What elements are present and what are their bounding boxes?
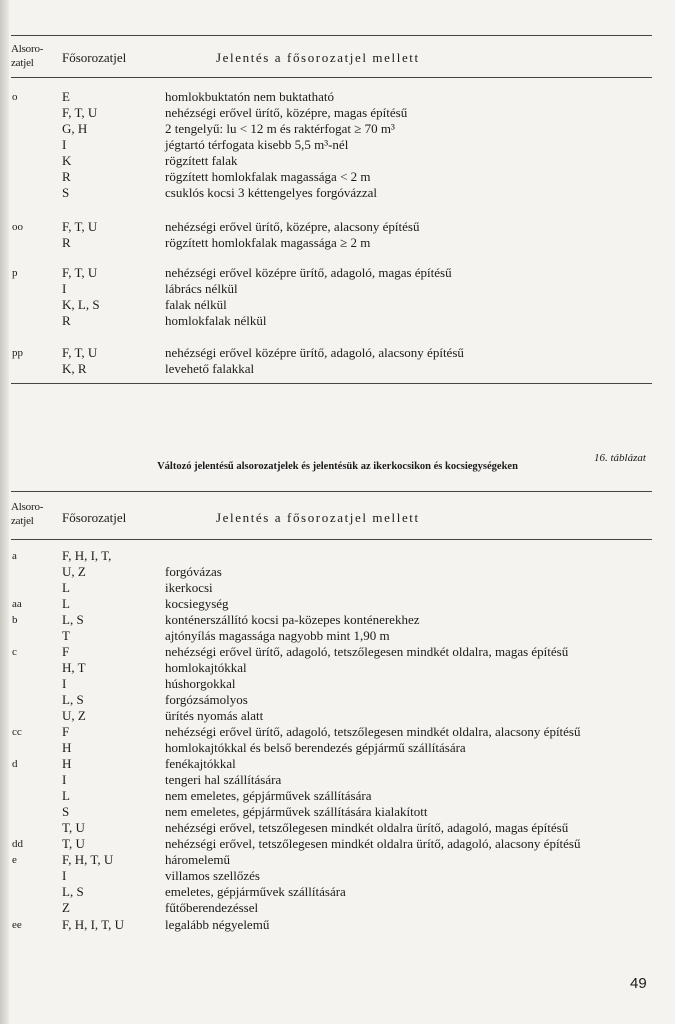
- row-meaning: homlokajtókkal: [165, 660, 247, 675]
- table-row: [0, 580, 675, 596]
- row-main-code: I: [62, 676, 67, 691]
- row-main-code: F, T, U: [62, 219, 98, 234]
- row-meaning: nehézségi erővel ürítő, középre, alacsony építésű: [165, 219, 420, 234]
- row-sub-code: oo: [12, 221, 23, 233]
- table1-header-rule: [11, 77, 652, 78]
- table-row: [0, 297, 675, 313]
- table-row: [0, 820, 675, 836]
- row-meaning: húshorgokkal: [165, 676, 236, 691]
- row-main-code: F, H, I, T, U: [62, 917, 125, 932]
- table1-header-meaning: Jelentés a fősorozatjel mellett: [216, 50, 420, 65]
- row-main-code: S: [62, 185, 70, 200]
- table-row: [0, 121, 675, 137]
- row-meaning: rögzített homlokfalak magassága < 2 m: [165, 169, 371, 184]
- row-meaning: falak nélkül: [165, 297, 227, 312]
- row-main-code: R: [62, 235, 71, 250]
- table-row: [0, 564, 675, 580]
- row-main-code: L, S: [62, 692, 84, 707]
- row-main-code: L: [62, 788, 70, 803]
- row-meaning: nem emeletes, gépjárművek szállítására: [165, 788, 372, 803]
- row-meaning: 2 tengelyű: lu < 12 m és raktérfogat ≥ 70 m³: [165, 121, 395, 136]
- row-main-code: F, H, T, U: [62, 852, 114, 867]
- row-meaning: fűtőberendezéssel: [165, 900, 259, 915]
- table-row: [0, 596, 675, 612]
- table-row: [0, 612, 675, 628]
- row-main-code: H, T: [62, 660, 86, 675]
- row-sub-code: o: [12, 91, 18, 103]
- row-sub-code: a: [12, 550, 17, 562]
- row-meaning: nehézségi erővel ürítő, adagoló, tetszőlegesen mindkét oldalra, magas építésű: [165, 644, 569, 659]
- row-main-code: K, R: [62, 361, 87, 376]
- row-meaning: emeletes, gépjárművek szállítására: [165, 884, 346, 899]
- row-main-code: K: [62, 153, 72, 168]
- row-sub-code: c: [12, 646, 17, 658]
- table-row: [0, 804, 675, 820]
- row-meaning: levehető falakkal: [165, 361, 255, 376]
- table1-top-rule: [11, 35, 652, 36]
- table-row: [0, 852, 675, 868]
- table2-top-rule: [11, 491, 652, 492]
- row-main-code: T: [62, 628, 70, 643]
- row-meaning: forgózsámolyos: [165, 692, 248, 707]
- row-sub-code: b: [12, 614, 18, 626]
- table-row: [0, 281, 675, 297]
- row-meaning: fenékajtókkal: [165, 756, 236, 771]
- row-main-code: I: [62, 137, 67, 152]
- row-meaning: nehézségi erővel ürítő, adagoló, tetszőlegesen mindkét oldalra, alacsony építésű: [165, 724, 581, 739]
- row-main-code: F: [62, 724, 70, 739]
- table2-header-rule: [11, 539, 652, 540]
- table-row: [0, 772, 675, 788]
- table-row: [0, 868, 675, 884]
- row-main-code: S: [62, 804, 70, 819]
- row-main-code: I: [62, 281, 67, 296]
- table-row: [0, 105, 675, 121]
- row-sub-code: e: [12, 854, 17, 866]
- row-meaning: homlokbuktatón nem buktatható: [165, 89, 334, 104]
- row-main-code: R: [62, 313, 71, 328]
- row-sub-code: d: [12, 758, 18, 770]
- row-main-code: K, L, S: [62, 297, 100, 312]
- table-row: [0, 676, 675, 692]
- table-row: [0, 884, 675, 900]
- row-sub-code: p: [12, 267, 18, 279]
- row-main-code: Z: [62, 900, 70, 915]
- row-main-code: F, T, U: [62, 345, 98, 360]
- row-meaning: ikerkocsi: [165, 580, 213, 595]
- row-main-code: L, S: [62, 884, 84, 899]
- row-main-code: H: [62, 740, 72, 755]
- row-main-code: F, T, U: [62, 105, 98, 120]
- row-main-code: T, U: [62, 820, 85, 835]
- row-meaning: ajtónyílás magassága nagyobb mint 1,90 m: [165, 628, 390, 643]
- row-meaning: nehézségi erővel középre ürítő, adagoló, magas építésű: [165, 265, 452, 280]
- table-row: [0, 345, 675, 361]
- row-sub-code: cc: [12, 726, 22, 738]
- table-row: [0, 740, 675, 756]
- table-row: [0, 692, 675, 708]
- row-meaning: nehézségi erővel ürítő, középre, magas építésű: [165, 105, 408, 120]
- row-meaning: tengeri hal szállítására: [165, 772, 282, 787]
- row-main-code: U, Z: [62, 564, 86, 579]
- row-meaning: rögzített falak: [165, 153, 238, 168]
- table2-header-sub: Alsoro-zatjel: [11, 501, 44, 527]
- row-meaning: konténerszállító kocsi pa-közepes konténerekhez: [165, 612, 420, 627]
- row-main-code: L: [62, 580, 70, 595]
- row-sub-code: aa: [12, 598, 22, 610]
- row-main-code: L: [62, 596, 70, 611]
- row-meaning: csuklós kocsi 3 kéttengelyes forgóvázzal: [165, 185, 378, 200]
- row-sub-code: dd: [12, 838, 23, 850]
- row-main-code: I: [62, 868, 67, 883]
- table2-header-main: Fősorozatjel: [62, 510, 127, 525]
- row-meaning: nem emeletes, gépjárművek szállítására kialakított: [165, 804, 428, 819]
- table-row: [0, 235, 675, 251]
- row-main-code: G, H: [62, 121, 88, 136]
- row-main-code: L, S: [62, 612, 84, 627]
- row-meaning: háromelemű: [165, 852, 230, 867]
- table-row: [0, 219, 675, 235]
- table-row: [0, 644, 675, 660]
- table-row: [0, 185, 675, 201]
- table-row: [0, 153, 675, 169]
- row-main-code: E: [62, 89, 70, 104]
- row-main-code: U, Z: [62, 708, 86, 723]
- table-row: [0, 756, 675, 772]
- row-meaning: rögzített homlokfalak magassága ≥ 2 m: [165, 235, 371, 250]
- row-meaning: kocsiegység: [165, 596, 229, 611]
- table-row: [0, 361, 675, 377]
- table-row: [0, 708, 675, 724]
- row-meaning: lábrács nélkül: [165, 281, 238, 296]
- table2-header-meaning: Jelentés a fősorozatjel mellett: [216, 510, 420, 525]
- row-meaning: homlokajtókkal és belső berendezés gépjármű szállítására: [165, 740, 466, 755]
- table-row: [0, 313, 675, 329]
- row-main-code: F: [62, 644, 70, 659]
- row-meaning: homlokfalak nélkül: [165, 313, 267, 328]
- table-number: 16. táblázat: [594, 452, 646, 464]
- table-row: [0, 836, 675, 852]
- row-meaning: legalább négyelemű: [165, 917, 270, 932]
- row-main-code: F, T, U: [62, 265, 98, 280]
- row-meaning: nehézségi erővel, tetszőlegesen mindkét oldalra ürítő, adagoló, alacsony építésű: [165, 836, 581, 851]
- table-row: [0, 900, 675, 916]
- table-row: [0, 137, 675, 153]
- row-main-code: I: [62, 772, 67, 787]
- row-main-code: R: [62, 169, 71, 184]
- row-meaning: nehézségi erővel középre ürítő, adagoló, alacsony építésű: [165, 345, 464, 360]
- table-caption: Változó jelentésű alsorozatjelek és jelentésük az ikerkocsikon és kocsiegységeken: [157, 461, 518, 472]
- table-row: [0, 265, 675, 281]
- table1-bottom-rule: [11, 383, 652, 384]
- row-meaning: ürítés nyomás alatt: [165, 708, 264, 723]
- row-meaning: villamos szellőzés: [165, 868, 260, 883]
- table-row: [0, 724, 675, 740]
- table1-header-sub: Alsoro-zatjel: [11, 43, 44, 69]
- row-sub-code: pp: [12, 347, 23, 359]
- table1-header-main: Fősorozatjel: [62, 50, 127, 65]
- table-row: [0, 628, 675, 644]
- row-main-code: H: [62, 756, 72, 771]
- table-row: [0, 917, 675, 933]
- table-row: [0, 89, 675, 105]
- row-main-code: T, U: [62, 836, 85, 851]
- page-number: 49: [630, 975, 647, 992]
- table-row: [0, 169, 675, 185]
- row-meaning: nehézségi erővel, tetszőlegesen mindkét oldalra ürítő, adagoló, magas építésű: [165, 820, 569, 835]
- table-row: [0, 788, 675, 804]
- table-row: [0, 548, 675, 564]
- row-meaning: forgóvázas: [165, 564, 222, 579]
- row-main-code: F, H, I, T,: [62, 548, 112, 563]
- row-meaning: jégtartó térfogata kisebb 5,5 m³-nél: [165, 137, 349, 152]
- row-sub-code: ee: [12, 919, 22, 931]
- table-row: [0, 660, 675, 676]
